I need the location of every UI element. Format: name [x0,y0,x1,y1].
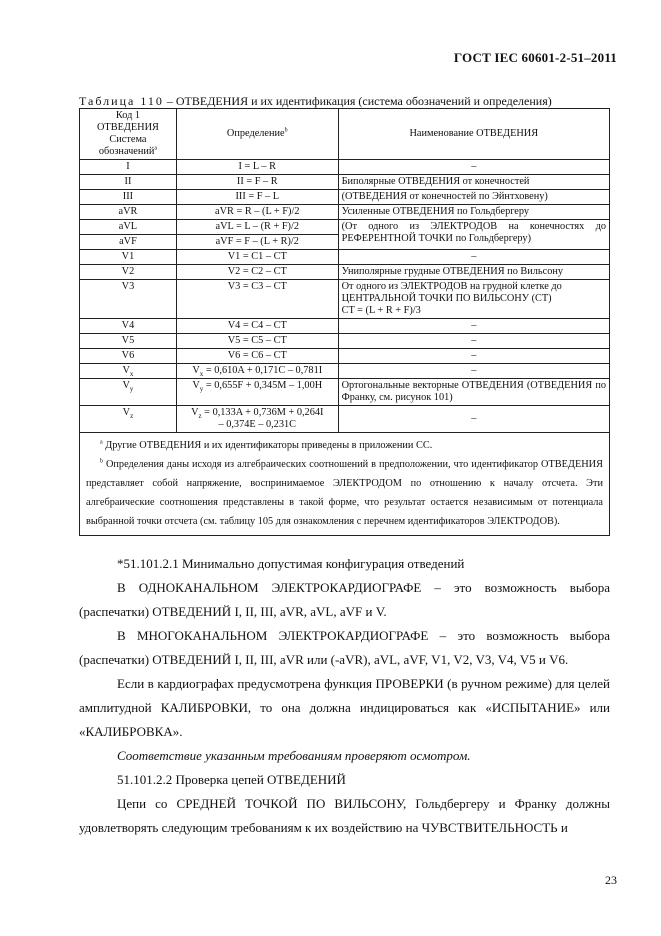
lead-definition: III = F – L [176,190,338,205]
lead-code: II [80,175,177,190]
footnotes-cell [80,433,610,536]
lead-code: V4 [80,319,177,334]
paragraph: Если в кардиографах предусмотрена функция ПРОВЕРКИ (в ручном режиме) для целей амплитудной КАЛИБРОВКИ, то она должна индицироваться как «ИСПЫТАНИЕ» или «КАЛИБРОВКА». [79,676,610,739]
table-row [80,406,610,433]
table-title-prefix: Таблица 110 [79,94,164,108]
lead-code: V2 [80,265,177,280]
lead-definition: aVR = R – (L + F)/2 [176,205,338,220]
section-heading: *51.101.2.1 Минимально допустимая конфигурация отведений [117,556,465,571]
table-row [80,160,610,175]
table-row [80,334,610,349]
lead-name: – [338,364,609,379]
table-title-text: – ОТВЕДЕНИЯ и их идентификация (система обозначений и определения) [163,94,552,108]
footnote-a: $^a$ Другие ОТВЕДЕНИЯ и их идентификаторы приведены в приложении CC. [100,439,433,451]
lead-code: $V_y$ [80,379,177,406]
lead-name: – [338,250,609,265]
lead-definition: aVF = F – (L + R)/2 [176,235,338,250]
lead-code: III [80,190,177,205]
section-heading: 51.101.2.2 Проверка цепей ОТВЕДЕНИЙ [117,772,346,787]
header-code: Код 1 ОТВЕДЕНИЯ Система обозначений$^a$ [80,109,177,160]
table-row [80,175,610,190]
table-row [80,265,610,280]
table-header-row [80,109,610,160]
body-text [79,552,610,840]
lead-code: aVF [80,235,177,250]
lead-definition: V2 = C2 – CT [176,265,338,280]
lead-definition: V3 = C3 – CT [176,280,338,319]
leads-table [79,108,610,536]
lead-code: aVR [80,205,177,220]
paragraph: В ОДНОКАНАЛЬНОМ ЭЛЕКТРОКАРДИОГРАФЕ – это возможность выбора (распечатки) ОТВЕДЕНИЙ I, II, III, aVR, aVL, aVF и V. [79,580,610,619]
table-row [80,280,610,319]
footnote-b: $^b$ Определения даны исходя из алгебраических соотношений в предположении, что идентификатор ОТВЕДЕНИЯ представляет собой напряжение, воспринимаемое ЭЛЕКТРОДОМ по отношению к началу отсчета. Эти алгебраические соотношения представлены в такой форме, что результат остается независимым от потенциала выбранной точки отсчета (см. таблицу 105 для ознакомления с перечнем идентификаторов ЭЛЕКТРОДОВ). [86,458,603,527]
lead-code: I [80,160,177,175]
lead-code: V5 [80,334,177,349]
lead-code: $V_z$ [80,406,177,433]
header-definition: Определение$^b$ [176,109,338,160]
lead-code: aVL [80,220,177,235]
lead-name: – [338,334,609,349]
lead-code: V1 [80,250,177,265]
lead-name: Униполярные грудные ОТВЕДЕНИЯ по Вильсону [338,265,609,280]
table-footnotes [80,433,610,536]
lead-name: (ОТВЕДЕНИЯ от конечностей по Эйнтховену) [338,190,609,205]
page-number: 23 [605,873,617,887]
table-title [79,94,619,109]
lead-name: – [338,160,609,175]
table-row [80,205,610,220]
lead-definition: aVL = L – (R + F)/2 [176,220,338,235]
table-row [80,190,610,205]
lead-definition: V4 = C4 – CT [176,319,338,334]
lead-definition: V6 = C6 – CT [176,349,338,364]
paragraph: В МНОГОКАНАЛЬНОМ ЭЛЕКТРОКАРДИОГРАФЕ – это возможность выбора (распечатки) ОТВЕДЕНИЙ I, II, III, aVR или (-aVR), aVL, aVF, V1, V2, V3, V4, V5 и V6. [79,628,610,667]
lead-code: V3 [80,280,177,319]
lead-definition: V1 = C1 – CT [176,250,338,265]
table-row [80,364,610,379]
lead-definition: V5 = C5 – CT [176,334,338,349]
table-row [80,319,610,334]
lead-code: $V_x$ [80,364,177,379]
lead-name: (От одного из ЭЛЕКТРОДОВ на конечностях до РЕФЕРЕНТНОЙ ТОЧКИ по Гольдбергеру) [338,220,609,250]
lead-name: – [338,406,609,433]
table-row [80,250,610,265]
table-row [80,379,610,406]
lead-definition: II = F – R [176,175,338,190]
lead-name: – [338,349,609,364]
lead-definition: I = L – R [176,160,338,175]
lead-name: Усиленные ОТВЕДЕНИЯ по Гольдбергеру [338,205,609,220]
lead-definition: $V_x = 0,610A + 0,171C - 0,781I$ [176,364,338,379]
lead-name: – [338,319,609,334]
lead-definition: $V_z = 0,133A + 0,736M + 0,264I$ – 0,374E – 0,231C [176,406,338,433]
table-row [80,349,610,364]
lead-definition: $V_y = 0,655F + 0,345M - 1,00H$ [176,379,338,406]
document-header: ГОСТ IEC 60601-2-51–2011 [453,50,617,65]
lead-name: Биполярные ОТВЕДЕНИЯ от конечностей [338,175,609,190]
table-row [80,220,610,235]
paragraph: Цепи со СРЕДНЕЙ ТОЧКОЙ ПО ВИЛЬСОНУ, Гольдбергеру и Франку должны удовлетворять следующим требованиям к их воздействию на ЧУВСТВИТЕЛЬНОСТЬ и [79,796,610,835]
header-name: Наименование ОТВЕДЕНИЯ [338,109,609,160]
lead-code: V6 [80,349,177,364]
lead-name: От одного из ЭЛЕКТРОДОВ на грудной клетке до ЦЕНТРАЛЬНОЙ ТОЧКИ ПО ВИЛЬСОНУ (CT) CT = (L + R + F)/3 [338,280,609,319]
compliance-note: Соответствие указанным требованиям проверяют осмотром. [117,748,471,763]
lead-name: Ортогональные векторные ОТВЕДЕНИЯ (ОТВЕДЕНИЯ по Франку, см. рисунок 101) [338,379,609,406]
